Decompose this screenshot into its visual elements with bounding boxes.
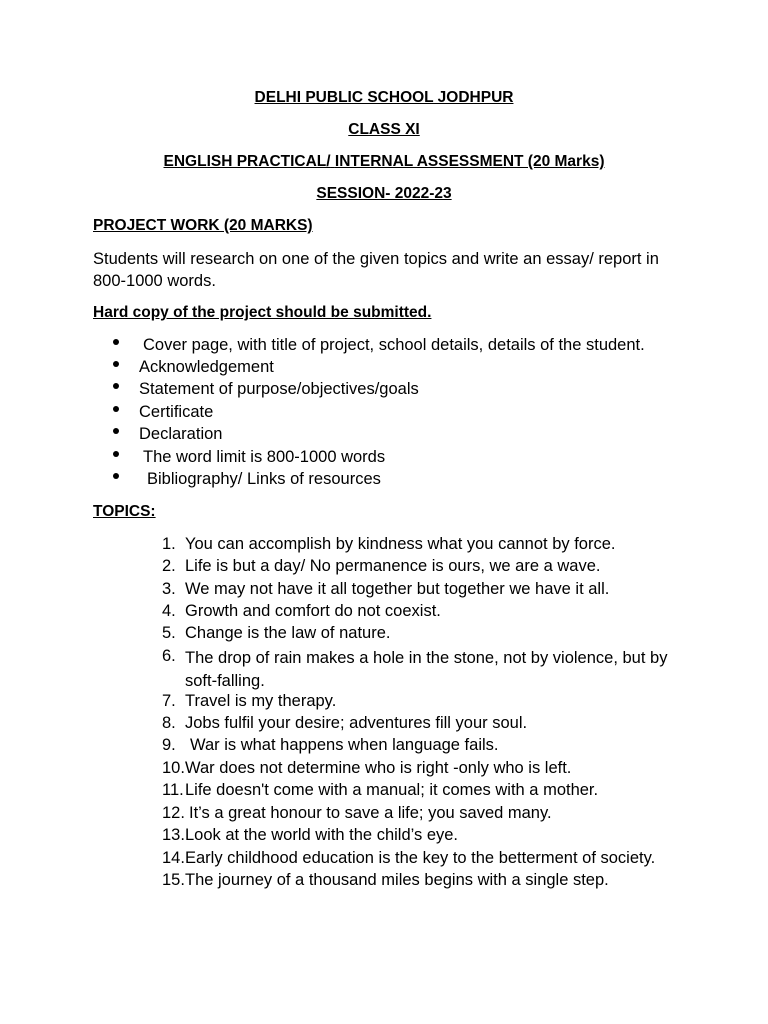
bullet-icon xyxy=(113,384,123,394)
class-title: CLASS XI xyxy=(348,121,420,138)
list-item: 15. The journey of a thousand miles begins with a single step. xyxy=(162,871,609,889)
list-item: Declaration xyxy=(113,425,123,444)
list-item: 14. Early childhood education is the key to the betterment of society. xyxy=(162,849,656,867)
list-item: 1. You can accomplish by kindness what you cannot by force. xyxy=(162,535,616,553)
list-item: Acknowledgement xyxy=(113,358,123,377)
list-item: 10. War does not determine who is right -only who is left. xyxy=(162,759,572,777)
list-item: 9. War is what happens when language fails. xyxy=(162,736,499,754)
project-work-heading: PROJECT WORK (20 MARKS) xyxy=(93,217,313,234)
subject-title-part2: INTERNAL ASSESSMENT (20 Marks) xyxy=(334,153,605,170)
list-item: Bibliography/ Links of resources xyxy=(113,470,123,489)
bullet-icon xyxy=(113,429,123,439)
list-item: 5. Change is the law of nature. xyxy=(162,624,391,642)
list-item: 12. It’s a great honour to save a life; you saved many. xyxy=(162,804,552,822)
list-item: 13. Look at the world with the child’s eye. xyxy=(162,826,459,844)
list-item: 11. Life doesn't come with a manual; it comes with a mother. xyxy=(162,781,599,799)
bullet-icon xyxy=(113,474,123,484)
topics-heading: TOPICS: xyxy=(93,503,156,520)
list-item: The word limit is 800-1000 words xyxy=(113,448,123,467)
list-item: 8. Jobs fulfil your desire; adventures fill your soul. xyxy=(162,714,528,732)
bullet-icon xyxy=(113,340,123,350)
list-item: 4. Growth and comfort do not coexist. xyxy=(162,602,441,620)
school-name: DELHI PUBLIC SCHOOL JODHPUR xyxy=(254,89,514,106)
project-intro: Students will research on one of the given topics and write an essay/ report in 800-1000 words. xyxy=(93,250,659,290)
bullet-icon xyxy=(113,362,123,372)
list-item: Certificate xyxy=(113,403,123,422)
bullet-icon xyxy=(113,452,123,462)
submission-note: Hard copy of the project should be submitted. xyxy=(93,304,432,321)
list-item: 6. The drop of rain makes a hole in the stone, not by violence, but by soft-falling. xyxy=(162,647,668,690)
subject-title-part1: ENGLISH PRACTICAL/ xyxy=(163,153,331,170)
bullet-icon xyxy=(113,407,123,417)
list-item: 2. Life is but a day/ No permanence is ours, we are a wave. xyxy=(162,557,601,575)
list-item: 7. Travel is my therapy. xyxy=(162,692,337,710)
list-item: Cover page, with title of project, school details, details of the student. xyxy=(113,336,123,355)
list-item: Statement of purpose/objectives/goals xyxy=(113,380,123,399)
list-item: 3. We may not have it all together but together we have it all. xyxy=(162,580,610,598)
session-title: SESSION- 2022-23 xyxy=(316,185,452,202)
subject-title xyxy=(0,153,768,171)
